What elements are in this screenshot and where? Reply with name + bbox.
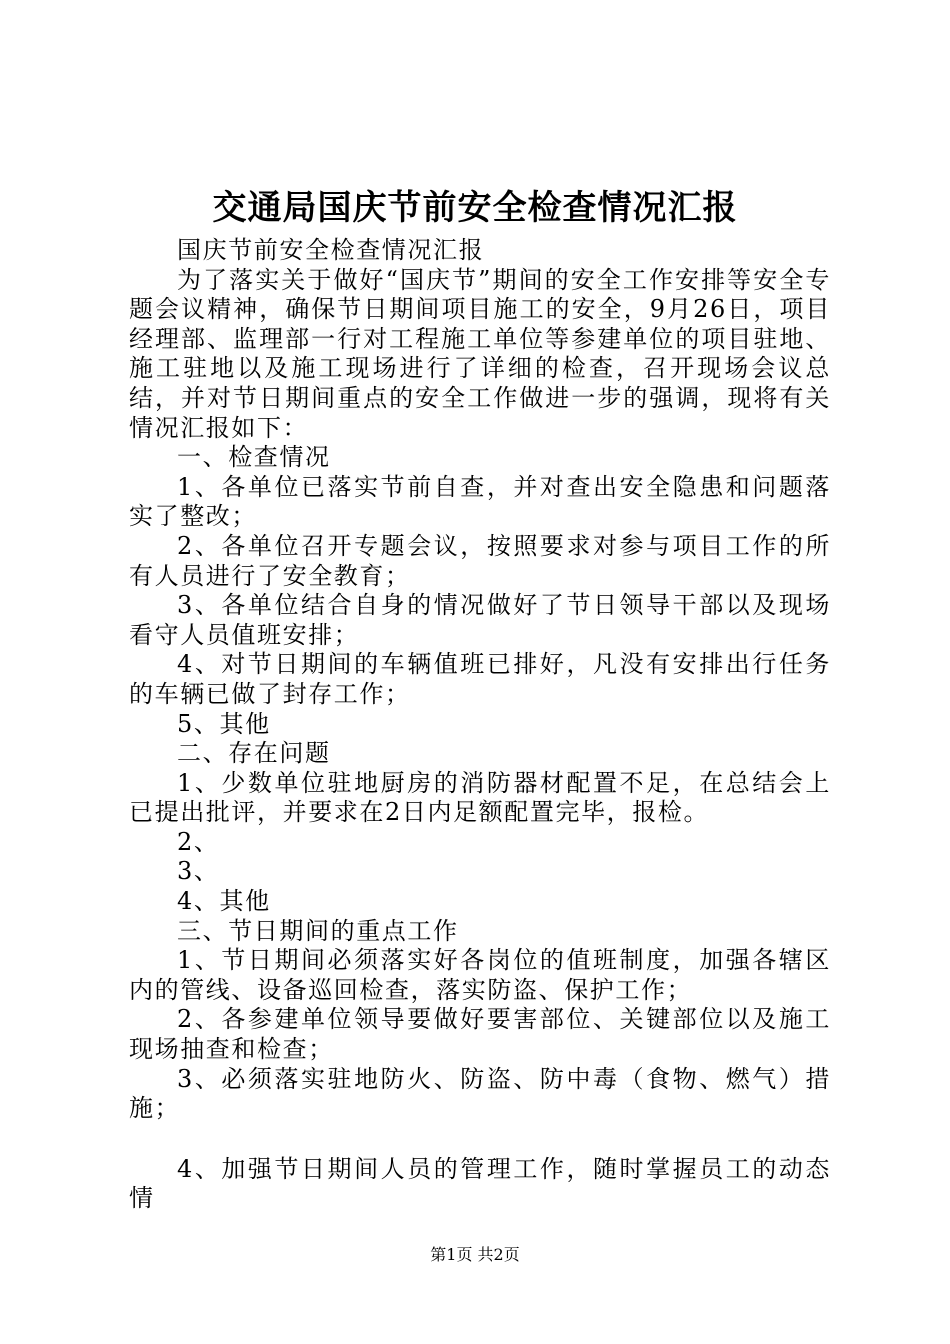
inspection-item-5: 5、其他	[177, 709, 271, 738]
problem-item-4: 4、其他	[177, 887, 271, 916]
document-body	[129, 236, 831, 1214]
intro-paragraph: 为了落实关于做好“国庆节”期间的安全工作安排等安全专题会议精神，确保节日期间项目施工的安全，9月26日，项目经理部、监理部一行对工程施工单位等参建单位的项目驻地、施工驻地以及施工现场进行了详细的检查，召开现场会议总结，并对节日期间重点的安全工作做进一步的强调，现将有关情况汇报如下：	[129, 265, 831, 442]
problem-item-2: 2、	[177, 827, 220, 856]
inspection-item-4: 4、对节日期间的车辆值班已排好，凡没有安排出行任务的车辆已做了封存工作；	[129, 650, 831, 708]
section-heading-key-work: 三、节日期间的重点工作	[177, 916, 459, 945]
key-work-item-4: 4、加强节日期间人员的管理工作，随时掌握员工的动态情	[129, 1154, 831, 1213]
inspection-item-2: 2、各单位召开专题会议，按照要求对参与项目工作的所有人员进行了安全教育；	[129, 531, 831, 590]
key-work-item-1: 1、节日期间必须落实好各岗位的值班制度，加强各辖区内的管线、设备巡回检查，落实防盗、保护工作；	[129, 946, 831, 1004]
key-work-item-3: 3、必须落实驻地防火、防盗、防中毒（食物、燃气）措施；	[129, 1064, 831, 1123]
section-heading-problems: 二、存在问题	[177, 739, 331, 768]
problem-item-1: 1、少数单位驻地厨房的消防器材配置不足，在总结会上已提出批评，并要求在2日内足额配置完毕，报检。	[129, 768, 831, 827]
subtitle-paragraph: 国庆节前安全检查情况汇报	[177, 236, 485, 264]
inspection-item-3: 3、各单位结合自身的情况做好了节日领导干部以及现场看守人员值班安排；	[129, 591, 831, 649]
document-title: 交通局国庆节前安全检查情况汇报	[212, 188, 738, 228]
page-footer: 第1页 共2页	[430, 1245, 520, 1264]
section-heading-inspection: 一、检查情况	[177, 443, 331, 472]
inspection-item-1: 1、各单位已落实节前自查，并对查出安全隐患和问题落实了整改；	[129, 472, 831, 531]
problem-item-3: 3、	[177, 857, 220, 886]
key-work-item-2: 2、各参建单位领导要做好要害部位、关键部位以及施工现场抽查和检查；	[129, 1005, 831, 1064]
